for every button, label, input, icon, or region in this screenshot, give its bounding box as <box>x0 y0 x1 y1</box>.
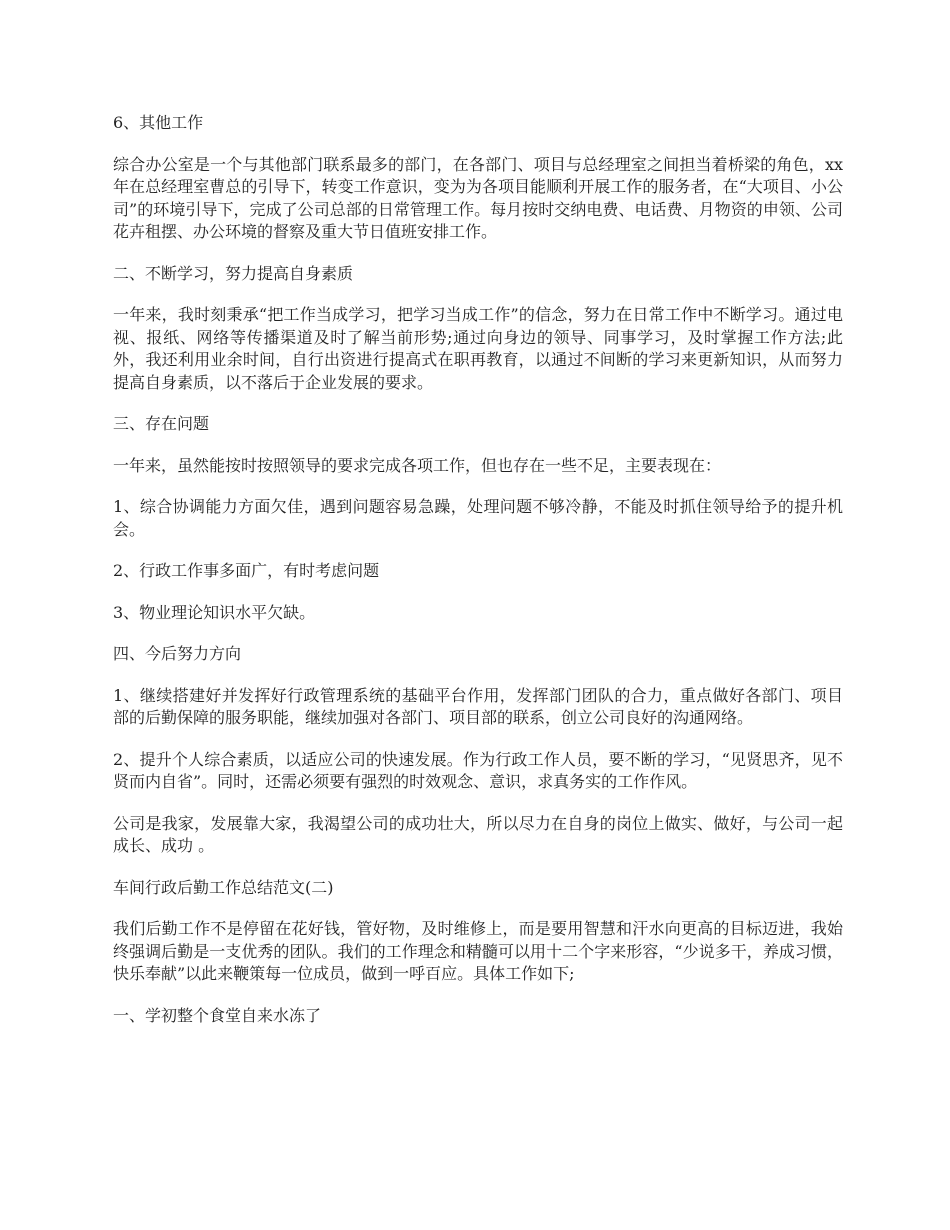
paragraph-problems-intro: 一年来，虽然能按时按照领导的要求完成各项工作，但也存在一些不足，主要表现在： <box>113 455 722 475</box>
section-heading-continuous-learning: 二、不断学习，努力提高自身素质 <box>113 263 354 283</box>
paragraph-direction-1: 1、继续搭建好并发挥好行政管理系统的基础平台作用，发挥部门团队的合力，重点做好各部门、项目部的后勤保障的服务职能，继续加强对各部门、项目部的联系，创立公司良好的沟通网络。 <box>113 685 843 727</box>
paragraph-office-role: 综合办公室是一个与其他部门联系最多的部门，在各部门、项目与总经理室之间担当着桥梁的角色，xx年在总经理室曹总的引导下，转变工作意识，变为为各项目能顺利开展工作的服务者，在“大项目、小公司”的环境引导下，完成了公司总部的日常管理工作。每月按时交纳电费、电话费、月物资的申领、公司花卉租摆、办公环境的督察及重大节日值班安排工作。 <box>113 154 843 241</box>
section-heading-canteen-water: 一、学初整个食堂自来水冻了 <box>113 1005 322 1025</box>
paragraph-company-home: 公司是我家，发展靠大家，我渴望公司的成功壮大，所以尽力在自身的岗位上做实、做好，与公司一起成长、成功 。 <box>113 813 843 855</box>
paragraph-problem-1: 1、综合协调能力方面欠佳，遇到问题容易急躁，处理问题不够冷静，不能及时抓住领导给予的提升机会。 <box>113 497 843 539</box>
section-heading-other-work: 6、其他工作 <box>113 113 204 132</box>
paragraph-problem-3: 3、物业理论知识水平欠缺。 <box>113 602 316 622</box>
paragraph-learning: 一年来，我时刻秉承“把工作当成学习，把学习当成工作”的信念，努力在日常工作中不断学习。通过电视、报纸、网络等传播渠道及时了解当前形势;通过向身边的领导、同事学习，及时掌握工作方法;此外，我还利用业余时间，自行出资进行提高式在职再教育，以通过不间断的学习来更新知识，从而努力提高自身素质，以不落后于企业发展的要求。 <box>113 305 843 392</box>
paragraph-logistics-intro: 我们后勤工作不是停留在花好钱，管好物，及时维修上，而是要用智慧和汗水向更高的目标迈进，我始终强调后勤是一支优秀的团队。我们的工作理念和精髓可以用十二个字来形容，“少说多干，养成习惯，快乐奉献”以此来鞭策每一位成员，做到一呼百应。具体工作如下; <box>113 919 843 983</box>
paragraph-direction-2: 2、提升个人综合素质，以适应公司的快速发展。作为行政工作人员，要不断的学习，“见贤思齐，见不贤而内自省”。同时，还需必须要有强烈的时效观念、意识，求真务实的工作作风。 <box>113 749 843 791</box>
section-heading-future-direction: 四、今后努力方向 <box>113 644 242 663</box>
section-heading-workshop-summary-2: 车间行政后勤工作总结范文(二) <box>113 877 334 897</box>
paragraph-problem-2: 2、行政工作事多面广，有时考虑问题 <box>113 561 380 580</box>
document-body <box>113 112 843 1046</box>
section-heading-problems: 三、存在问题 <box>113 414 210 433</box>
